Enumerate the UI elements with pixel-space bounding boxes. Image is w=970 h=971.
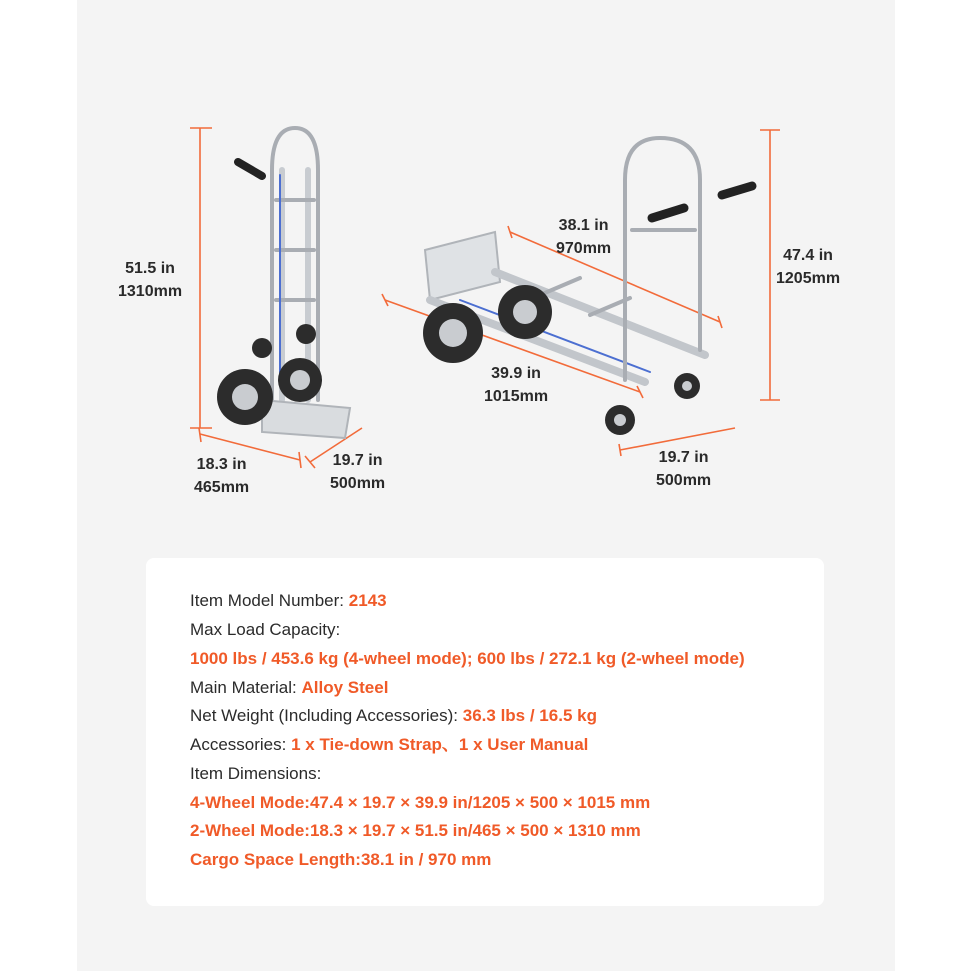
cargo-length-label: 38.1 in 970mm xyxy=(556,217,612,257)
two-wheel-caster xyxy=(252,338,272,358)
two-wheel-height-label: 51.5 in 1310mm xyxy=(118,260,183,300)
two-wheel-depth-label: 18.3 in 465mm xyxy=(194,456,250,496)
two-wheel-nose-plate xyxy=(262,400,350,438)
spec-two-wheel-mode: 2-Wheel Mode:18.3 × 19.7 × 51.5 in/465 × 500 × 1310 mm xyxy=(190,821,641,840)
four-wheel-length-label: 39.9 in 1015mm xyxy=(484,365,549,405)
four-wheel-handle-grip-right xyxy=(722,186,752,195)
spec-net-weight: Net Weight (Including Accessories): 36.3 lbs / 16.5 kg xyxy=(190,706,597,725)
two-wheel-handle-grip xyxy=(238,162,262,176)
spec-main-material: Main Material: Alloy Steel xyxy=(190,678,389,697)
spec-capacity-value: 1000 lbs / 453.6 kg (4-wheel mode); 600 lbs / 272.1 kg (2-wheel mode) xyxy=(190,649,745,668)
spec-dimensions-label: Item Dimensions: xyxy=(190,764,322,783)
spec-four-wheel-mode: 4-Wheel Mode:47.4 × 19.7 × 39.9 in/1205 × 500 × 1015 mm xyxy=(190,793,651,812)
four-wheel-height-label: 47.4 in 1205mm xyxy=(776,247,841,287)
spec-capacity-label: Max Load Capacity: xyxy=(190,620,341,639)
spec-cargo-space: Cargo Space Length:38.1 in / 970 mm xyxy=(190,850,492,869)
spec-accessories: Accessories: 1 x Tie-down Strap、1 x User Manual xyxy=(190,735,589,754)
four-wheel-handle-grip-left xyxy=(652,208,684,218)
two-wheel-width-label: 19.7 in 500mm xyxy=(330,452,386,492)
four-wheel-width-label: 19.7 in 500mm xyxy=(656,449,712,489)
spec-model-number: Item Model Number: 2143 xyxy=(190,591,387,610)
